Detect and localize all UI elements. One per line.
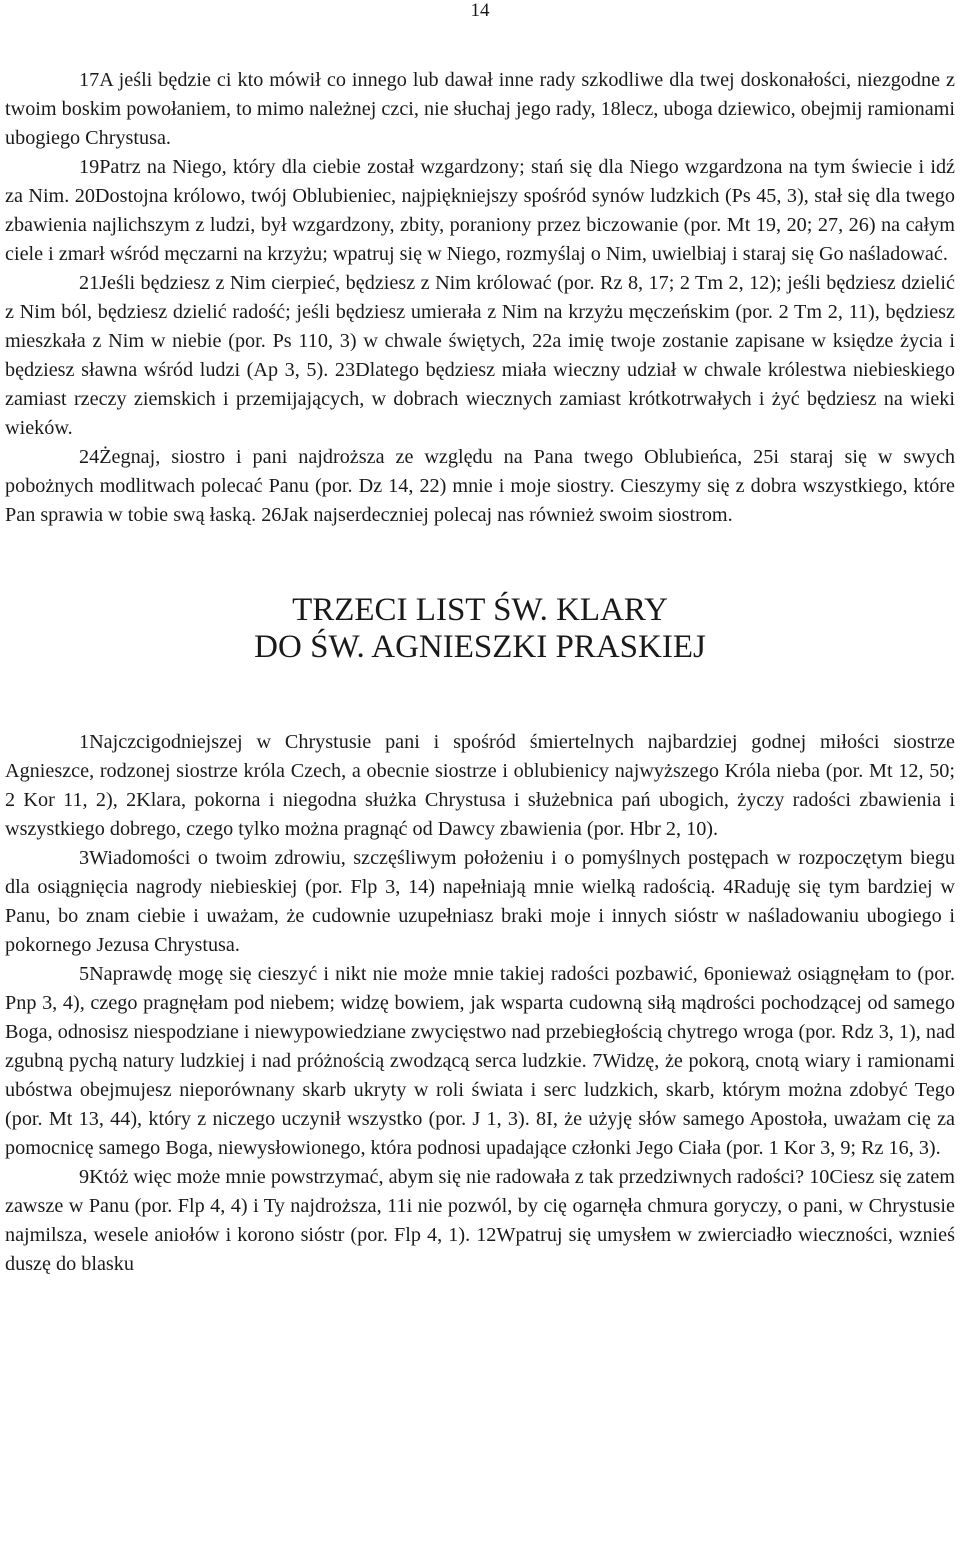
letter-title xyxy=(5,592,955,666)
letter-title-line-2: DO ŚW. AGNIESZKI PRASKIEJ xyxy=(254,629,706,665)
paragraph: 21Jeśli będziesz z Nim cierpieć, będziesz z Nim królować (por. Rz 8, 17; 2 Tm 2, 12); jeśli będziesz dzielić z Nim ból, będziesz dzielić radość; jeśli będziesz umierała z Nim na krzyżu męczeńskim (por. 2 Tm 2, 11), będziesz mieszkała z Nim w niebie (por. Ps 110, 3) w chwale świętych, 22a imię twoje zostanie zapisane w księdze życia i będziesz sławna wśród ludzi (Ap 3, 5). 23Dlatego będziesz miała wieczny udział w chwale królestwa niebieskiego zamiast rzeczy ziemskich i przemijających, w dobrach wiecznych zamiast krótkotrwałych i żyć będziesz na wieki wieków. xyxy=(5,272,955,439)
third-letter-body xyxy=(5,728,955,1279)
page-number: 14 xyxy=(470,0,490,21)
paragraph: 3Wiadomości o twoim zdrowiu, szczęśliwym położeniu i o pomyślnych postępach w rozpoczętym biegu dla osiągnięcia nagrody niebieskiej (por. Flp 3, 14) napełniają mnie wielką radością. 4Raduję się tym bardziej w Panu, bo znam ciebie i uważam, że cudownie uzupełniasz braki moje i innych sióstr w naśladowaniu ubogiego i pokornego Jezusa Chrystusa. xyxy=(5,847,955,956)
letter-title-line-1: TRZECI LIST ŚW. KLARY xyxy=(292,592,668,628)
paragraph: 17A jeśli będzie ci kto mówił co innego lub dawał inne rady szkodliwe dla twej doskonałości, niezgodne z twoim boskim powołaniem, to mimo należnej czci, nie słuchaj jego rady, 18lecz, uboga dziewico, obejmij ramionami ubogiego Chrystusa. xyxy=(5,69,955,149)
document-body xyxy=(5,66,955,1279)
paragraph: 24Żegnaj, siostro i pani najdroższa ze względu na Pana twego Oblubieńca, 25i staraj się w swych pobożnych modlitwach polecać Panu (por. Dz 14, 22) mnie i moje siostry. Cieszymy się z dobra wszystkiego, które Pan sprawia w tobie swą łaską. 26Jak najserdeczniej polecaj nas również swoim siostrom. xyxy=(5,446,955,526)
paragraph: 9Któż więc może mnie powstrzymać, abym się nie radowała z tak przedziwnych radości? 10Ciesz się zatem zawsze w Panu (por. Flp 4, 4) i Ty najdroższa, 11i nie pozwól, by cię ogarnęła chmura goryczy, o pani, w Chrystusie najmilsza, wesele aniołów i korono sióstr (por. Flp 4, 1). 12Wpatruj się umysłem w zwierciadło wieczności, wznieś duszę do blasku xyxy=(5,1166,955,1275)
paragraph: 1Najczcigodniejszej w Chrystusie pani i spośród śmiertelnych najbardziej godnej miłości siostrze Agnieszce, rodzonej siostrze króla Czech, a obecnie siostrze i oblubienicy najwyższego Króla nieba (por. Mt 12, 50; 2 Kor 11, 2), 2Klara, pokorna i niegodna służka Chrystusa i służebnica pań ubogich, życzy radości zbawienia i wszystkiego dobrego, czego tylko można pragnąć od Dawcy zbawienia (por. Hbr 2, 10). xyxy=(5,731,955,840)
paragraph: 19Patrz na Niego, który dla ciebie został wzgardzony; stań się dla Niego wzgardzona na tym świecie i idź za Nim. 20Dostojna królowo, twój Oblubieniec, najpiękniejszy spośród synów ludzkich (Ps 45, 3), stał się dla twego zbawienia najlichszym z ludzi, był wzgardzony, zbity, poraniony przez biczowanie (por. Mt 19, 20; 27, 26) na całym ciele i zmarł wśród męczarni na krzyżu; wpatruj się w Niego, rozmyślaj o Nim, uwielbiaj i staraj się Go naśladować. xyxy=(5,156,955,265)
paragraph: 5Naprawdę mogę się cieszyć i nikt nie może mnie takiej radości pozbawić, 6ponieważ osiągnęłam to (por. Pnp 3, 4), czego pragnęłam pod niebem; widzę bowiem, jak wsparta cudowną siłą mądrości pochodzącej od samego Boga, odnosisz niespodziane i niewypowiedziane zwycięstwo nad przebiegłością chytrego wroga (por. Rdz 3, 1), nad zgubną pychą natury ludzkiej i nad próżnością zwodzącą serca ludzkie. 7Widzę, że pokorą, cnotą wiary i ramionami ubóstwa obejmujesz nieporównany skarb ukryty w roli świata i serc ludzkich, skarb, którym można zdobyć Tego (por. Mt 13, 44), który z niczego uczynił wszystko (por. J 1, 3). 8I, że użyję słów samego Apostoła, uważam cię za pomocnicę samego Boga, niewysłowionego, która podnosi upadające członki Jego Ciała (por. 1 Kor 3, 9; Rz 16, 3). xyxy=(5,963,955,1159)
letter-continuation xyxy=(5,66,955,530)
